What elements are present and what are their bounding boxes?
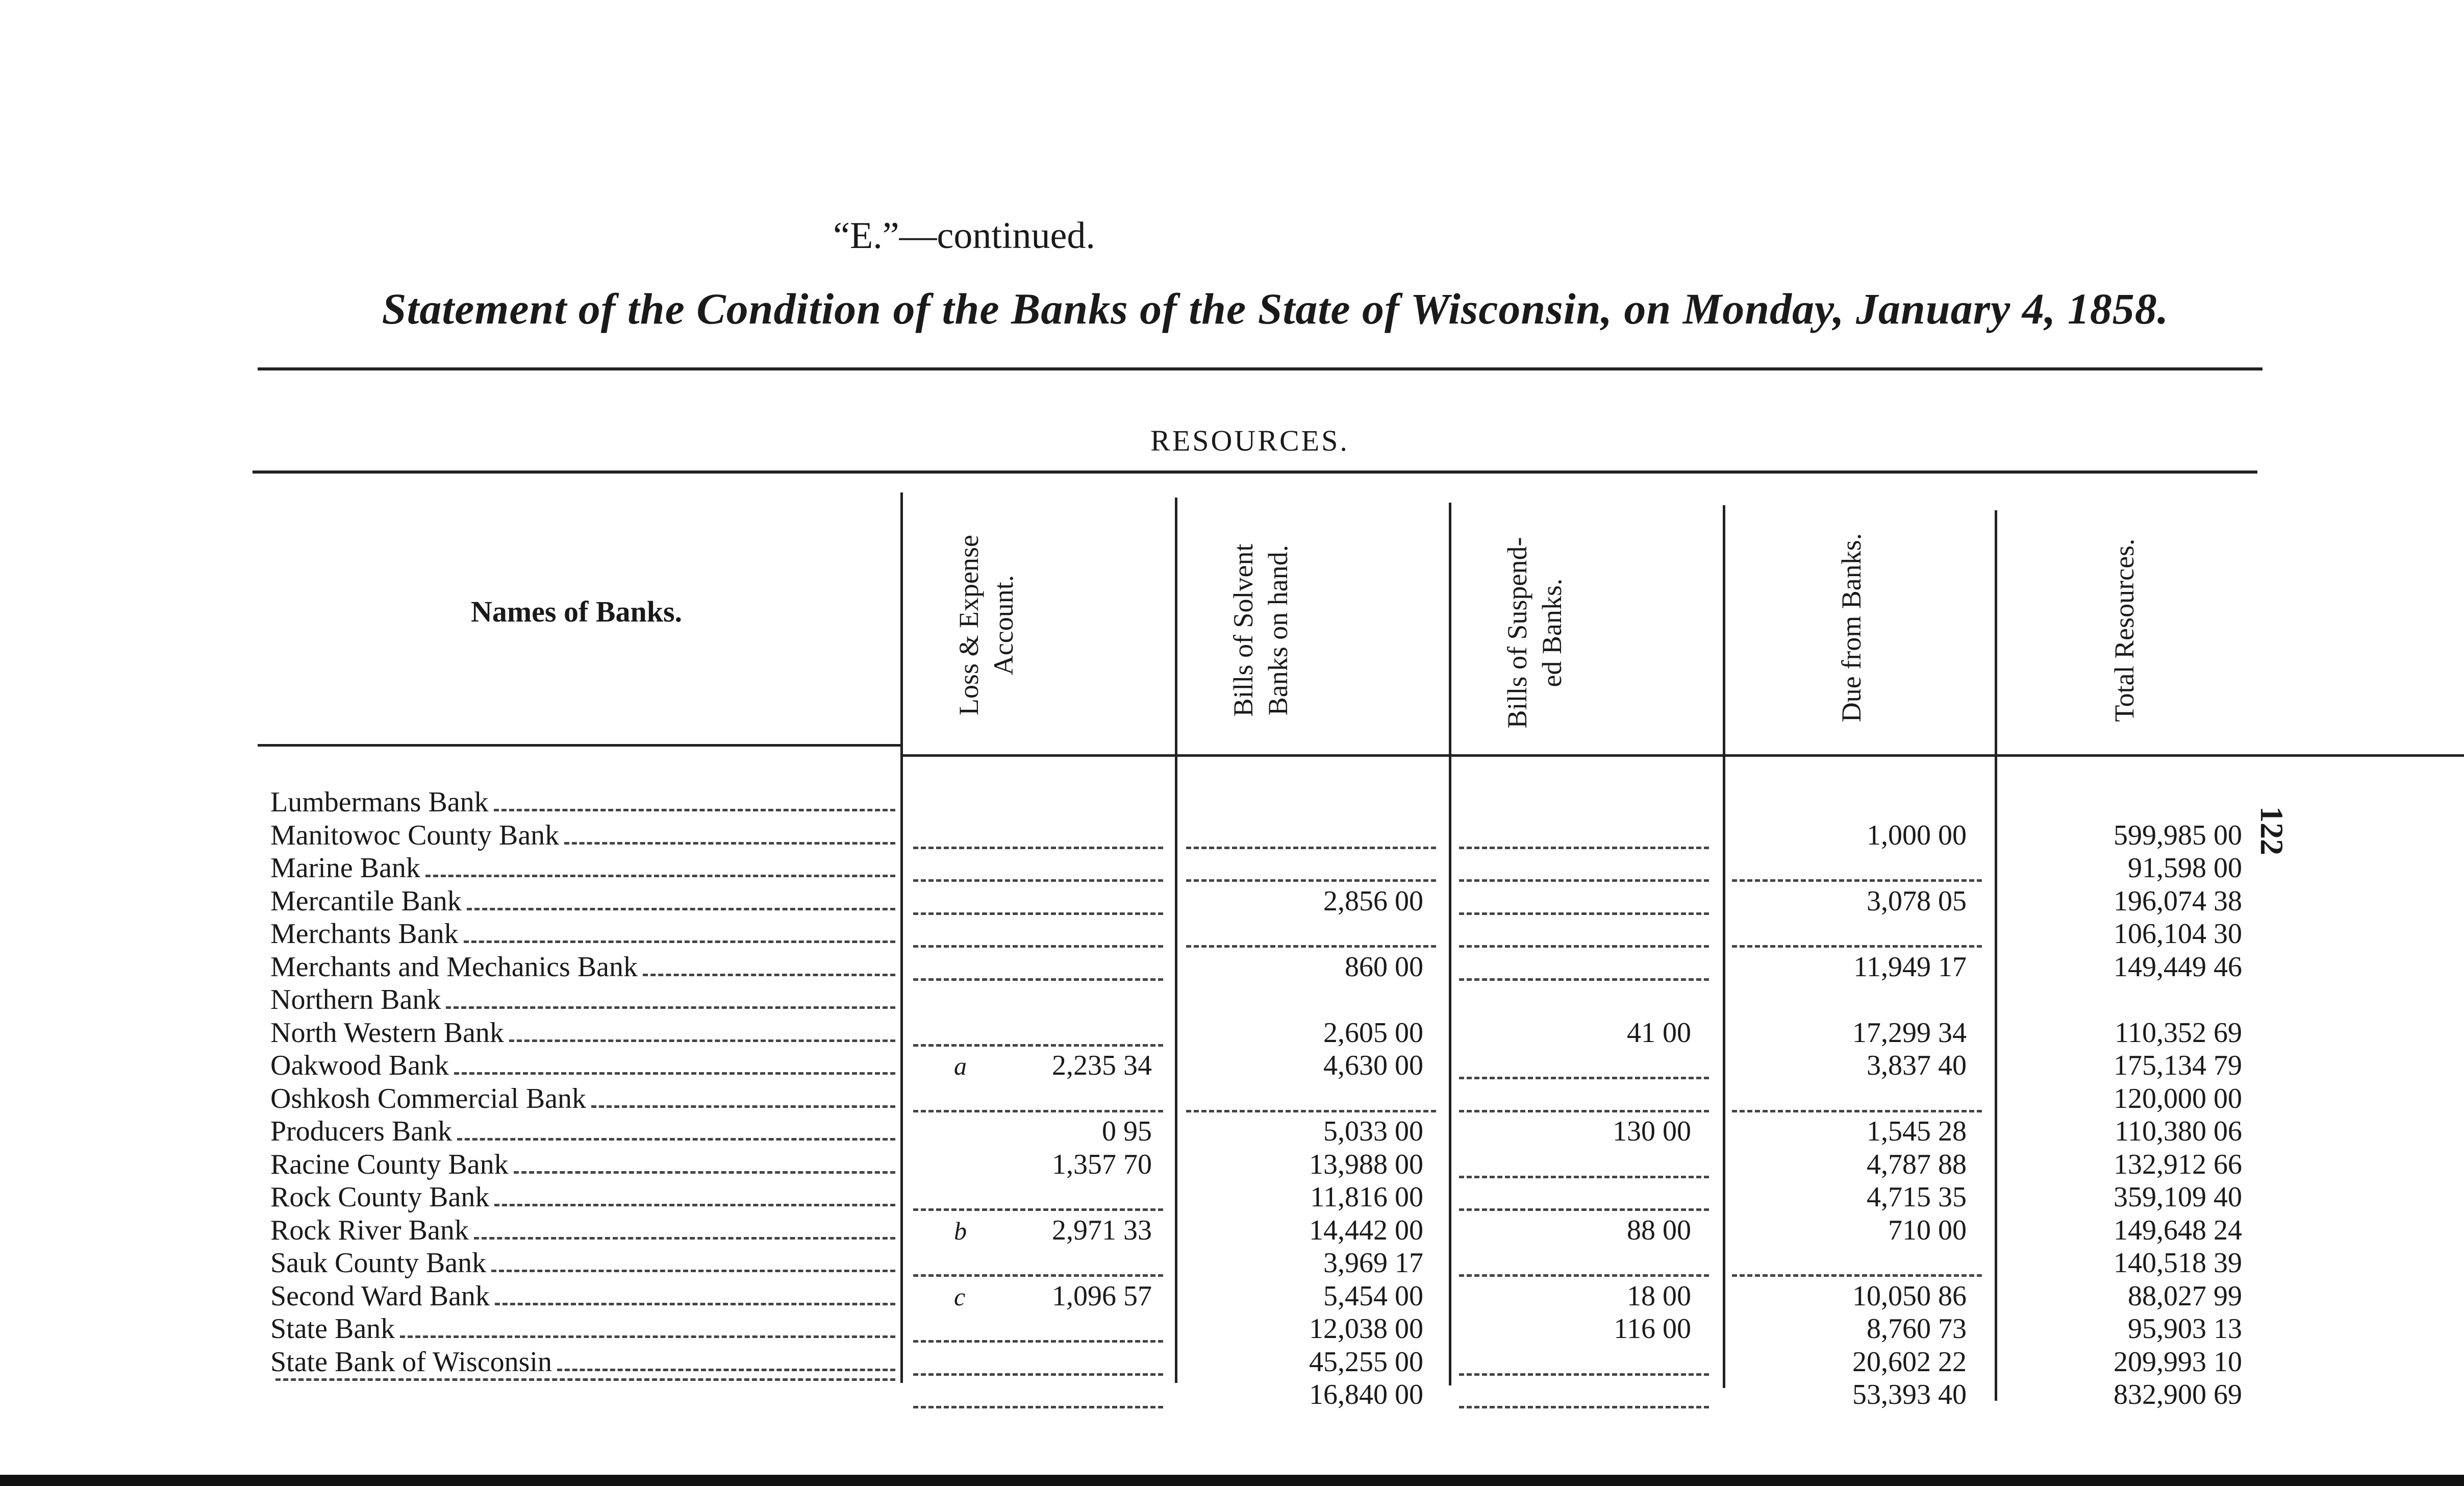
section-label: RESOURCES. bbox=[1150, 424, 1349, 457]
blank-dash-line bbox=[913, 879, 1163, 882]
blank-dash-line bbox=[1186, 1110, 1436, 1112]
blank-dash-line bbox=[913, 1406, 1163, 1408]
bank-name bbox=[270, 1115, 895, 1148]
blank-dash-line bbox=[1459, 1110, 1709, 1112]
footnote-marker: b bbox=[954, 1217, 967, 1245]
bank-name-text: Oakwood Bank bbox=[270, 1050, 449, 1081]
blank-dash-line bbox=[913, 912, 1163, 915]
cell-total: 106,104 30 bbox=[2114, 918, 2242, 950]
bank-name-text: State Bank of Wisconsin bbox=[270, 1346, 552, 1378]
blank-dash-line bbox=[913, 1110, 1163, 1112]
bank-name bbox=[270, 786, 895, 819]
bank-name-text: Sauk County Bank bbox=[270, 1247, 487, 1279]
bank-name-text: Oshkosh Commercial Bank bbox=[270, 1083, 587, 1114]
cell-loss: 2,235 34 bbox=[1052, 1050, 1152, 1081]
bank-name-text: Producers Bank bbox=[270, 1116, 452, 1147]
dotted-leader bbox=[495, 1303, 895, 1305]
blank-dash-line bbox=[1459, 879, 1709, 882]
blank-dash-line bbox=[913, 1274, 1163, 1277]
header-bottom-rule bbox=[258, 744, 900, 747]
bank-name-text: Merchants and Mechanics Bank bbox=[270, 951, 638, 983]
cell-total: 196,074 38 bbox=[2114, 885, 2242, 917]
cell-suspended: 18 00 bbox=[1627, 1280, 1691, 1312]
cell-total: 110,380 06 bbox=[2115, 1116, 2242, 1147]
cell-due: 1,545 28 bbox=[1867, 1116, 1967, 1147]
column-divider bbox=[1723, 505, 1725, 1388]
column-divider bbox=[1995, 510, 1997, 1401]
continued-heading: “E.”—continued. bbox=[833, 215, 1095, 257]
bank-name bbox=[270, 1049, 895, 1082]
cell-due: 4,715 35 bbox=[1867, 1181, 1967, 1213]
blank-dash-line bbox=[1459, 1274, 1709, 1277]
cell-total: 209,993 10 bbox=[2114, 1346, 2242, 1378]
cell-total: 91,598 00 bbox=[2128, 852, 2242, 884]
cell-total: 132,912 66 bbox=[2114, 1149, 2242, 1180]
section-rule bbox=[253, 470, 2257, 474]
column-header-due-from-banks: Due from Banks. bbox=[1836, 533, 1867, 723]
bank-name bbox=[270, 1214, 895, 1247]
dotted-leader bbox=[564, 842, 895, 845]
cell-due: 11,949 17 bbox=[1853, 951, 1967, 983]
cell-total: 149,648 24 bbox=[2114, 1215, 2242, 1246]
cell-solvent: 5,454 00 bbox=[1323, 1280, 1423, 1312]
dotted-leader bbox=[474, 1237, 895, 1240]
cell-due: 4,787 88 bbox=[1867, 1149, 1967, 1180]
blank-dash-line bbox=[1732, 879, 1982, 882]
statement-title: Statement of the Condition of the Banks of the State of Wisconsin, on Monday, January 4, 1858. bbox=[382, 284, 2169, 333]
blank-dash-line bbox=[1459, 1208, 1709, 1211]
dotted-leader bbox=[494, 1204, 895, 1206]
dotted-leader bbox=[514, 1171, 895, 1174]
cell-solvent: 2,856 00 bbox=[1323, 885, 1423, 917]
blank-dash-line bbox=[913, 1340, 1163, 1343]
dotted-leader bbox=[454, 1072, 895, 1075]
footnote-marker: c bbox=[954, 1282, 966, 1311]
cell-due: 17,299 34 bbox=[1852, 1017, 1967, 1049]
cell-loss: 0 95 bbox=[1102, 1116, 1152, 1147]
cell-loss: 2,971 33 bbox=[1052, 1215, 1152, 1246]
column-header-total-resources: Total Resources. bbox=[2109, 538, 2140, 722]
blank-dash-line bbox=[1186, 945, 1436, 948]
cell-total: 95,903 13 bbox=[2128, 1313, 2242, 1345]
dotted-leader bbox=[464, 940, 895, 943]
cell-solvent: 13,988 00 bbox=[1309, 1149, 1423, 1180]
bank-name bbox=[270, 1017, 895, 1049]
dotted-leader bbox=[400, 1335, 895, 1338]
blank-dash-line bbox=[1732, 1274, 1982, 1277]
bank-name bbox=[270, 1312, 895, 1345]
bank-name-text: State Bank bbox=[270, 1313, 395, 1345]
cell-loss: 1,096 57 bbox=[1052, 1280, 1152, 1312]
cell-total: 88,027 99 bbox=[2128, 1280, 2242, 1312]
bank-name bbox=[270, 852, 895, 884]
blank-dash-line bbox=[913, 1044, 1163, 1047]
dotted-leader bbox=[557, 1369, 895, 1371]
cell-solvent: 14,442 00 bbox=[1309, 1215, 1423, 1246]
blank-dash-line bbox=[1186, 879, 1436, 882]
bank-name-text: Mercantile Bank bbox=[270, 885, 462, 917]
cell-due: 1,000 00 bbox=[1867, 820, 1967, 851]
cell-due: 53,393 40 bbox=[1852, 1379, 1967, 1410]
scan-edge bbox=[0, 1475, 2464, 1486]
bank-name-text: Racine County Bank bbox=[270, 1149, 509, 1180]
blank-dash-line bbox=[913, 945, 1163, 948]
cell-total: 832,900 69 bbox=[2114, 1379, 2242, 1410]
cell-suspended: 130 00 bbox=[1613, 1116, 1691, 1147]
bank-name bbox=[270, 951, 895, 983]
cell-total: 140,518 39 bbox=[2114, 1247, 2242, 1279]
column-header-loss-expense: Loss & Expense Account. bbox=[953, 535, 1019, 715]
bank-name bbox=[270, 1247, 895, 1279]
cell-due: 3,837 40 bbox=[1867, 1050, 1967, 1081]
header-bottom-rule bbox=[903, 754, 2464, 757]
title-rule bbox=[258, 367, 2262, 370]
blank-dash-line bbox=[1732, 1110, 1982, 1112]
bank-name bbox=[270, 1181, 895, 1213]
column-header-solvent-bills: Bills of Solvent Banks on hand. bbox=[1228, 543, 1293, 717]
bank-name-text: Northern Bank bbox=[270, 984, 441, 1016]
cell-total: 359,109 40 bbox=[2114, 1181, 2242, 1213]
column-header-suspended-bills: Bills of Suspend- ed Banks. bbox=[1502, 537, 1567, 729]
column-divider bbox=[900, 492, 903, 1383]
blank-dash-line bbox=[1459, 1373, 1709, 1376]
bank-name bbox=[270, 1082, 895, 1115]
dotted-leader bbox=[643, 974, 895, 976]
cell-due: 20,602 22 bbox=[1852, 1346, 1967, 1378]
blank-dash-line bbox=[913, 1208, 1163, 1211]
blank-dash-line bbox=[1459, 1077, 1709, 1079]
cell-loss: 1,357 70 bbox=[1052, 1149, 1152, 1180]
bank-name bbox=[270, 1346, 895, 1378]
cell-total: 120,000 00 bbox=[2114, 1083, 2242, 1114]
dotted-leader bbox=[457, 1138, 895, 1141]
footnote-marker: a bbox=[954, 1052, 967, 1080]
bank-name-text: Marine Bank bbox=[270, 852, 420, 884]
blank-dash-line bbox=[913, 978, 1163, 981]
cell-suspended: 41 00 bbox=[1627, 1017, 1691, 1049]
bank-name-text: Rock River Bank bbox=[270, 1215, 469, 1246]
dotted-leader bbox=[446, 1006, 895, 1009]
cell-solvent: 11,816 00 bbox=[1310, 1181, 1423, 1213]
column-divider bbox=[1449, 503, 1451, 1385]
blank-dash-line bbox=[1459, 847, 1709, 849]
bank-name-text: Rock County Bank bbox=[270, 1181, 490, 1213]
cell-due: 710 00 bbox=[1888, 1215, 1967, 1246]
cell-total: 599,985 00 bbox=[2114, 820, 2242, 851]
dotted-leader bbox=[494, 809, 895, 811]
blank-dash-line bbox=[913, 847, 1163, 849]
cell-solvent: 5,033 00 bbox=[1323, 1116, 1423, 1147]
cell-solvent: 4,630 00 bbox=[1323, 1050, 1423, 1081]
dotted-leader bbox=[275, 1378, 895, 1381]
blank-dash-line bbox=[1459, 945, 1709, 948]
page-number: 122 bbox=[2254, 806, 2290, 855]
bank-name bbox=[270, 1280, 895, 1312]
blank-dash-line bbox=[1459, 912, 1709, 915]
bank-name bbox=[270, 918, 895, 950]
cell-solvent: 45,255 00 bbox=[1309, 1346, 1423, 1378]
cell-total: 149,449 46 bbox=[2114, 951, 2242, 983]
dotted-leader bbox=[591, 1105, 895, 1108]
cell-due: 10,050 86 bbox=[1852, 1280, 1967, 1312]
dotted-leader bbox=[509, 1039, 895, 1042]
bank-name-text: Manitowoc County Bank bbox=[270, 820, 560, 851]
dotted-leader bbox=[425, 875, 895, 877]
bank-name-text: North Western Bank bbox=[270, 1017, 504, 1049]
cell-suspended: 116 00 bbox=[1614, 1313, 1691, 1345]
bank-name-text: Lumbermans Bank bbox=[270, 786, 489, 818]
cell-solvent: 2,605 00 bbox=[1323, 1017, 1423, 1049]
cell-due: 8,760 73 bbox=[1867, 1313, 1967, 1345]
bank-name bbox=[270, 983, 895, 1016]
blank-dash-line bbox=[913, 1373, 1163, 1376]
bank-name-text: Merchants Bank bbox=[270, 918, 459, 950]
column-header-names: Names of Banks. bbox=[470, 595, 683, 628]
blank-dash-line bbox=[1459, 1176, 1709, 1178]
blank-dash-line bbox=[1186, 847, 1436, 849]
bank-name bbox=[270, 1378, 895, 1386]
dotted-leader bbox=[467, 908, 895, 910]
cell-solvent: 16,840 00 bbox=[1309, 1379, 1423, 1410]
cell-solvent: 860 00 bbox=[1345, 951, 1423, 983]
cell-suspended: 88 00 bbox=[1627, 1215, 1691, 1246]
dotted-leader bbox=[491, 1270, 895, 1272]
cell-solvent: 12,038 00 bbox=[1309, 1313, 1423, 1345]
blank-dash-line bbox=[1459, 1406, 1709, 1408]
blank-dash-line bbox=[1459, 978, 1709, 981]
bank-name bbox=[270, 1148, 895, 1181]
cell-total: 110,352 69 bbox=[2115, 1017, 2242, 1049]
cell-total: 175,134 79 bbox=[2114, 1050, 2242, 1081]
bank-name bbox=[270, 819, 895, 852]
bank-name-text: Second Ward Bank bbox=[270, 1280, 490, 1312]
cell-solvent: 3,969 17 bbox=[1323, 1247, 1423, 1279]
column-divider bbox=[1175, 498, 1177, 1383]
blank-dash-line bbox=[1732, 945, 1982, 948]
cell-due: 3,078 05 bbox=[1867, 885, 1967, 917]
bank-name bbox=[270, 885, 895, 918]
